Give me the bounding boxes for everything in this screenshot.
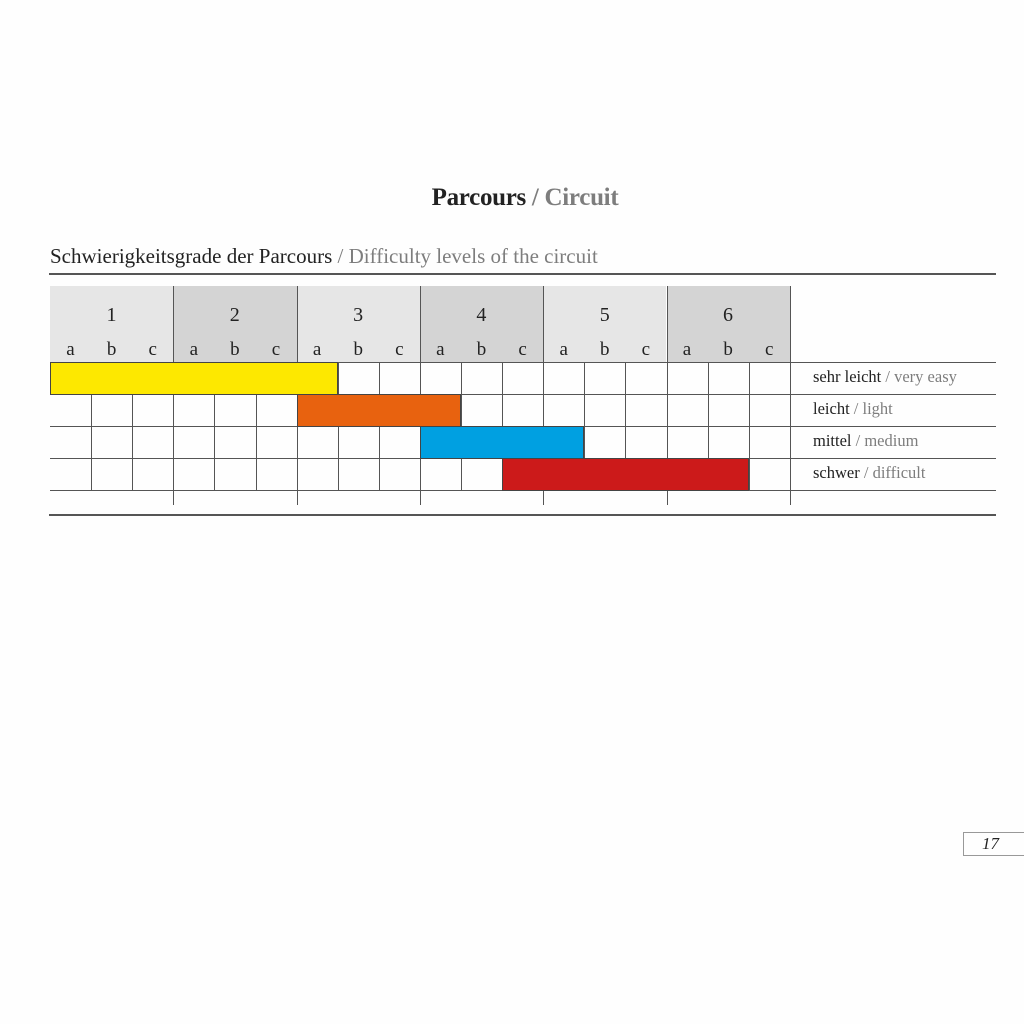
column-sub-label: a <box>682 339 692 360</box>
column-group-number: 1 <box>106 304 117 326</box>
difficulty-label-translation: light <box>862 399 893 418</box>
column-sub-label: c <box>148 339 157 360</box>
column-sub-label: c <box>395 339 404 360</box>
title-translation: Circuit <box>544 184 619 211</box>
column-sub-label: a <box>559 339 568 360</box>
difficulty-label-main: leicht <box>813 399 850 418</box>
column-group-number: 5 <box>599 304 610 326</box>
column-sub-label: c <box>764 339 774 360</box>
group-line <box>420 490 421 505</box>
group-line <box>297 286 298 362</box>
group-line <box>790 286 791 362</box>
column-group-number: 6 <box>723 304 733 326</box>
column-sub-label: a <box>66 339 75 360</box>
difficulty-label <box>813 431 918 451</box>
column-sub-label: c <box>641 339 651 360</box>
column-sub-label: b <box>600 339 610 360</box>
difficulty-label-main: mittel <box>813 431 852 450</box>
group-line <box>543 286 544 362</box>
column-sub-label: a <box>436 339 445 360</box>
column-sub-label: b <box>353 339 363 360</box>
difficulty-label-separator: / <box>859 463 873 482</box>
group-line <box>297 490 298 505</box>
difficulty-label-translation: difficult <box>872 463 926 482</box>
column-sub-label: b <box>476 339 487 360</box>
difficulty-label-separator: / <box>881 367 895 386</box>
bottom-rule <box>49 514 996 516</box>
group-line <box>173 490 174 505</box>
column-line <box>790 362 791 490</box>
group-line <box>790 490 791 505</box>
column-sub-label: b <box>106 339 117 360</box>
difficulty-label-translation: medium <box>864 431 919 450</box>
column-sub-label: c <box>271 339 281 360</box>
column-sub-label: a <box>189 339 199 360</box>
column-line <box>749 362 750 490</box>
column-sub-label: b <box>723 339 733 360</box>
difficulty-label-main: schwer <box>813 463 860 482</box>
column-sub-label: a <box>312 339 322 360</box>
section-heading-main: Schwierigkeitsgrade der Parcours <box>50 244 333 268</box>
group-line <box>667 286 668 362</box>
group-line <box>667 490 668 505</box>
column-group-number: 3 <box>353 304 364 326</box>
difficulty-bar <box>502 458 749 491</box>
difficulty-label-separator: / <box>851 431 865 450</box>
difficulty-bar <box>50 362 338 395</box>
title-separator: / <box>525 184 545 211</box>
difficulty-label-translation: very easy <box>894 367 957 386</box>
group-line <box>420 286 421 362</box>
column-sub-label: b <box>230 339 240 360</box>
page-number: 17 <box>963 832 1024 856</box>
column-group-number: 2 <box>229 304 240 326</box>
difficulty-label <box>813 399 893 419</box>
column-sub-label: c <box>518 339 527 360</box>
group-line <box>173 286 174 362</box>
title-main: Parcours <box>431 184 526 211</box>
difficulty-label <box>813 367 957 387</box>
difficulty-bar <box>420 426 584 459</box>
difficulty-label-main: sehr leicht <box>813 367 882 386</box>
difficulty-label <box>813 463 925 483</box>
difficulty-label-separator: / <box>849 399 863 418</box>
column-group-number: 4 <box>476 304 487 326</box>
group-line <box>543 490 544 505</box>
section-heading-separator: / <box>332 244 349 268</box>
section-heading-translation: Difficulty levels of the circuit <box>348 244 598 268</box>
difficulty-bar <box>297 394 461 427</box>
